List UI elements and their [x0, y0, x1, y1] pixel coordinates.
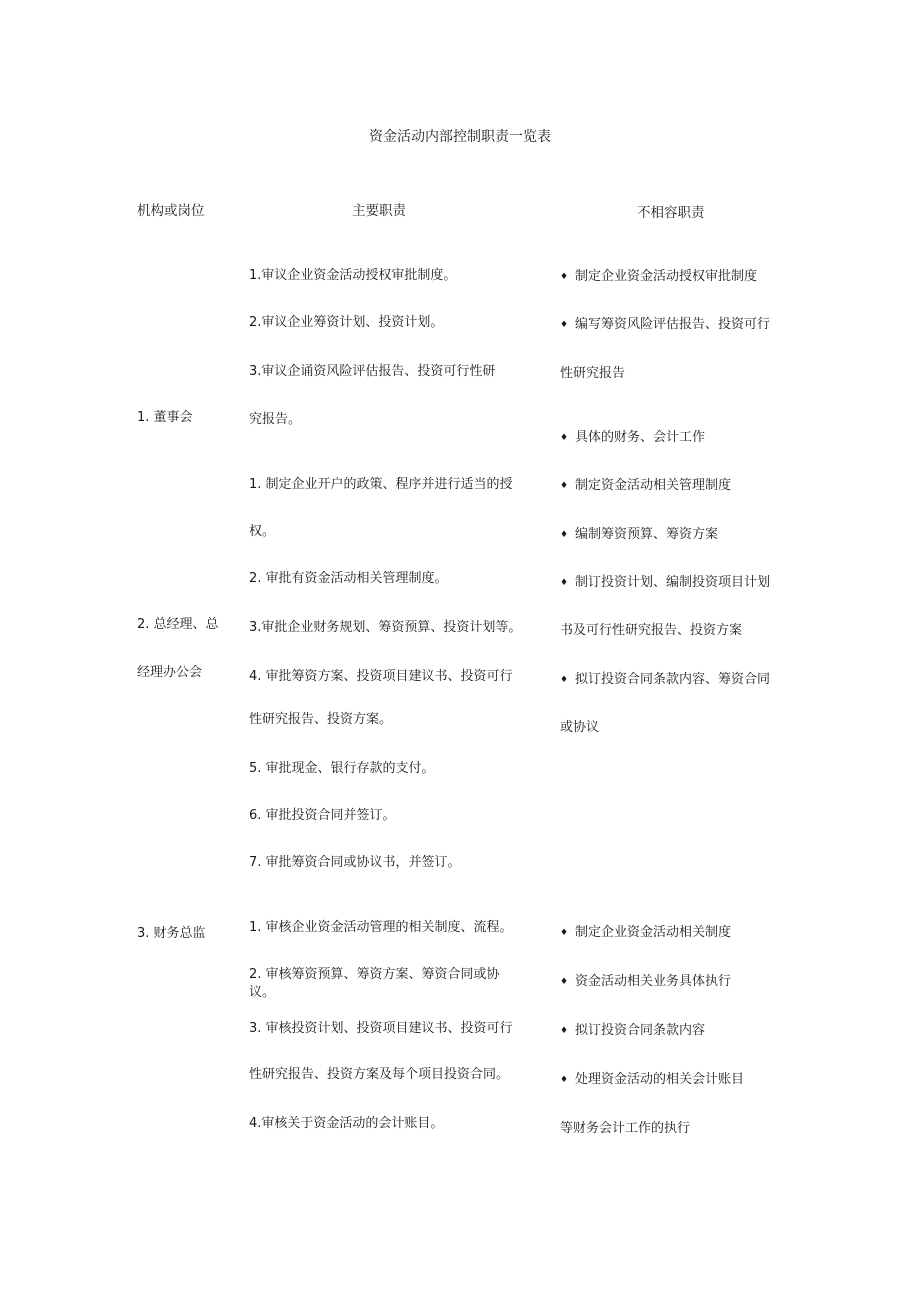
main-duty-line: 6. 审批投资合同并签订。: [249, 808, 396, 823]
main-duty-line: 究报告。: [249, 412, 302, 427]
main-duty-line: 3. 审核投资计划、投资项目建议书、投资可行: [249, 1021, 513, 1036]
main-duty-line: 权。: [249, 524, 276, 539]
org-gm-line2: 经理办公会: [137, 665, 203, 680]
incompatible-duty-item: ♦ 制定企业资金活动相关制度: [560, 925, 731, 941]
main-duty-line: 1. 制定企业开户的政策、程序并进行适当的授: [249, 477, 513, 492]
main-duty-line: 性研究报告、投资方案及每个项目投资合同。: [249, 1067, 510, 1082]
org-board: 1. 董事会: [137, 410, 193, 425]
org-cfo: 3. 财务总监: [137, 926, 206, 941]
incompatible-duty-item: ♦ 拟订投资合同条款内容: [560, 1023, 705, 1039]
incompatible-duty-item: ♦ 编制筹资预算、筹资方案: [560, 527, 718, 543]
main-duty-line: 1.审议企业资金活动授权审批制度。: [249, 268, 457, 283]
incompatible-duty-item: ♦ 制定企业资金活动授权审批制度: [560, 269, 757, 285]
incompatible-duty-continuation: 书及可行性研究报告、投资方案: [560, 623, 743, 638]
incompatible-duty-continuation: 或协议: [560, 720, 600, 735]
incompatible-duty-item: ♦ 拟订投资合同条款内容、筹资合同: [560, 672, 770, 688]
main-duty-line: 4. 审批筹资方案、投资项目建议书、投资可行: [249, 669, 513, 684]
main-duty-line: 5. 审批现金、银行存款的支付。: [249, 761, 435, 776]
main-duty-line: 1. 审核企业资金活动管理的相关制度、流程。: [249, 920, 513, 935]
incompatible-duty-item: ♦ 制订投资计划、编制投资项目计划: [560, 575, 770, 591]
org-gm-line1: 2. 总经理、总: [137, 617, 219, 632]
main-duty-line: 性研究报告、投资方案。: [249, 712, 393, 727]
main-duty-line: 2.审议企业筹资计划、投资计划。: [249, 315, 444, 330]
main-duty-line: 3.审批企业财务规划、筹资预算、投资计划等。: [249, 620, 522, 635]
main-duty-line: 7. 审批筹资合同或协议书，并签订。: [249, 855, 461, 870]
header-incompatible-duties: 不相容职责: [637, 205, 705, 221]
main-duty-line: 4.审核关于资金活动的会计账目。: [249, 1116, 444, 1131]
incompatible-duty-item: ♦ 处理资金活动的相关会计账目: [560, 1072, 744, 1088]
incompatible-duty-item: ♦ 具体的财务、会计工作: [560, 430, 705, 446]
page-title: 资金活动内部控制职责一览表: [369, 129, 551, 145]
incompatible-duty-continuation: 等财务会计工作的执行: [560, 1121, 691, 1136]
main-duty-line: 3.审议企诵资风险评估报告、投资可行性研: [249, 364, 496, 379]
main-duty-line: 2. 审核筹资预算、筹资方案、筹资合同或协: [249, 967, 500, 982]
main-duty-line: 议。: [249, 985, 276, 1000]
incompatible-duty-item: ♦ 编写筹资风险评估报告、投资可行: [560, 317, 770, 333]
incompatible-duty-continuation: 性研究报告: [560, 366, 626, 381]
main-duty-line: 2. 审批有资金活动相关管理制度。: [249, 571, 448, 586]
header-org: 机构或岗位: [137, 203, 205, 219]
header-main-duties: 主要职责: [352, 203, 406, 219]
incompatible-duty-item: ♦ 资金活动相关业务具体执行: [560, 974, 731, 990]
incompatible-duty-item: ♦ 制定资金活动相关管理制度: [560, 478, 731, 494]
